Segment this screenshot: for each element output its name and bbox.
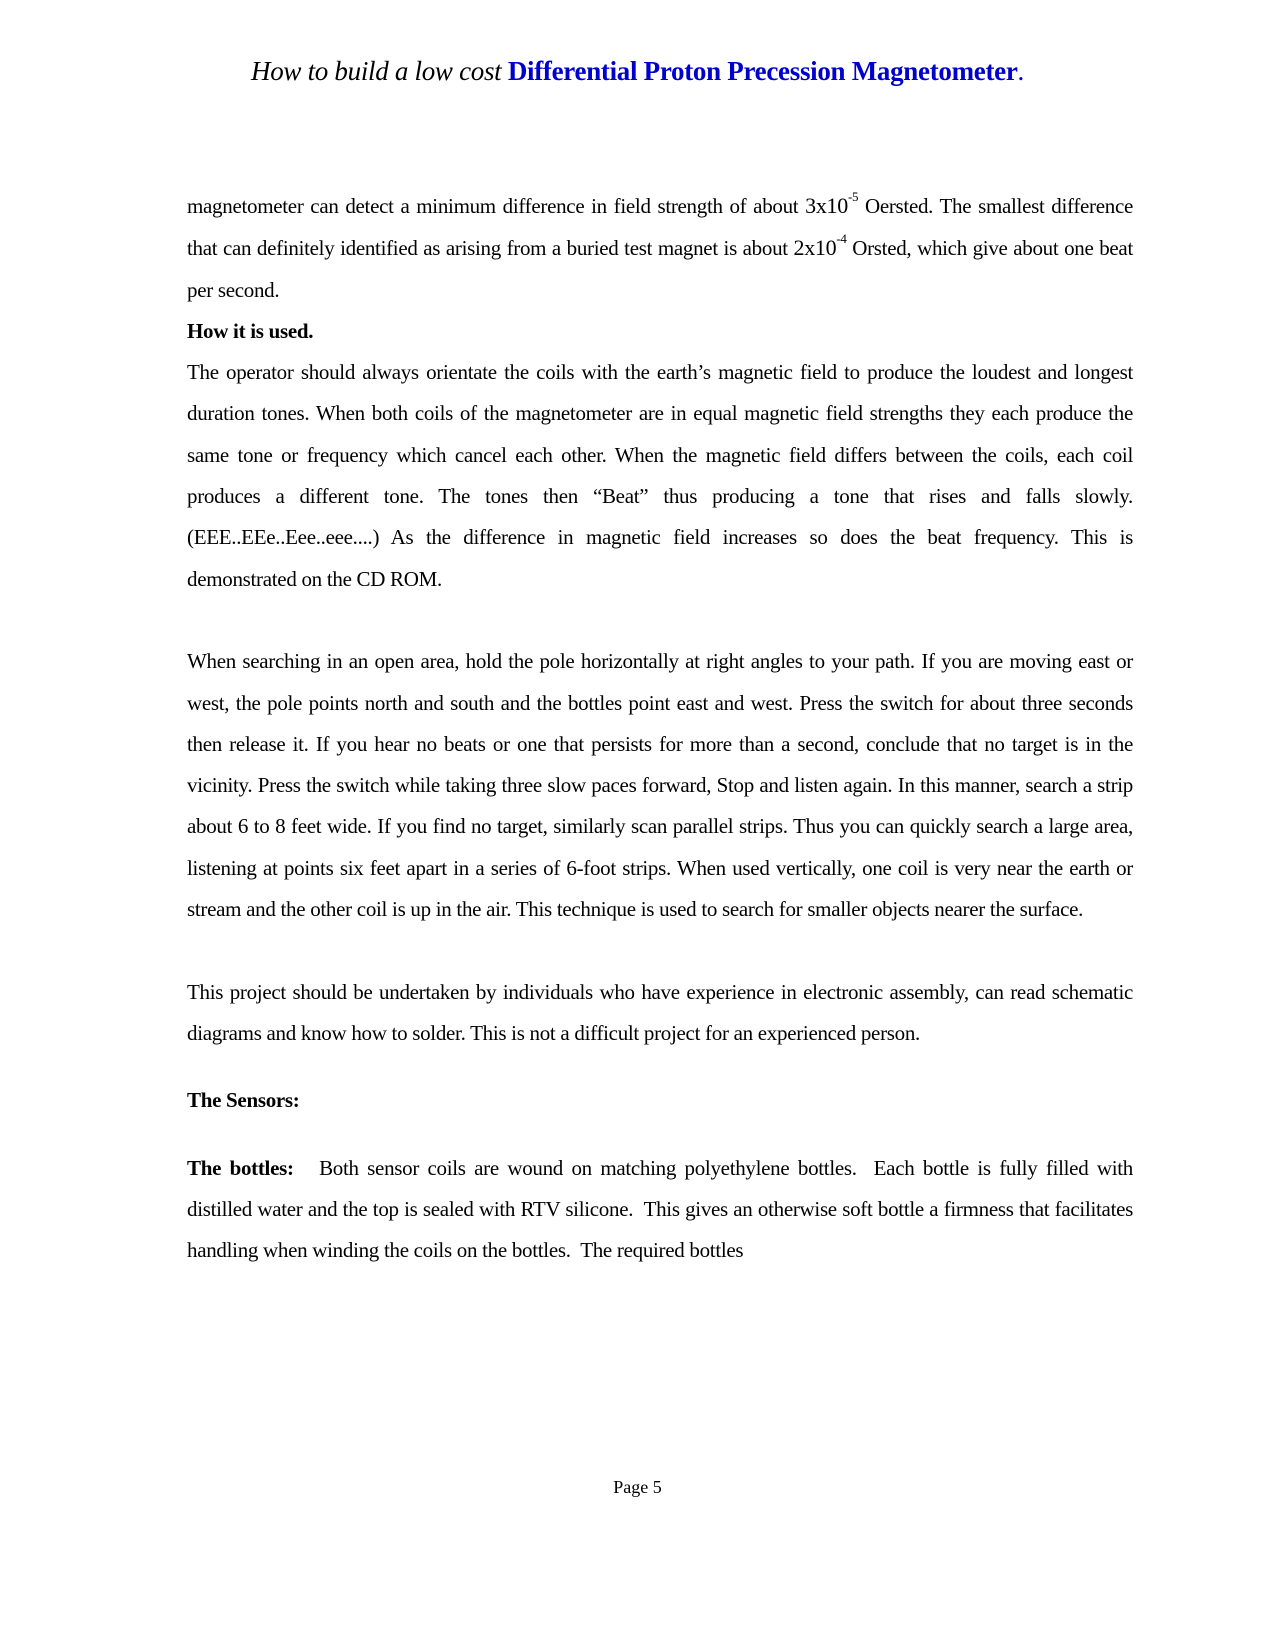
sensitivity-text-a: magnetometer can detect a minimum difference in field strength of about xyxy=(187,194,806,218)
sensitivity-text-c: Orsted, which give about one beat per second. xyxy=(187,236,1133,302)
spacer xyxy=(187,1054,1133,1080)
target-difference-value: 2x10 xyxy=(793,235,837,261)
spacer xyxy=(187,600,1133,641)
heading-how-it-is-used: How it is used. xyxy=(187,318,314,343)
paragraph-sensitivity xyxy=(187,185,1133,311)
page-number: Page 5 xyxy=(613,1477,662,1497)
header-lead: How to build a low cost xyxy=(251,56,502,86)
bottles-label: The bottles: xyxy=(187,1155,294,1180)
spacer xyxy=(187,930,1133,971)
paragraph-operation: The operator should always orientate the coils with the earth’s magnetic field to produce the loudest and longest duration tones. When both coils of the magnetometer are in equal magnetic field strengths they each produce the same tone or frequency which cancel each other. When the magnetic field differs between the coils, each coil produces a different tone. The tones then “Beat” thus producing a tone that rises and falls slowly. (EEE..EEe..Eee..eee....) As the difference in magnetic field increases so does the beat frequency. This is demonstrated on the CD ROM. xyxy=(187,360,1133,591)
spacer xyxy=(187,1122,1133,1148)
sensitivity-text-b: Oersted. The smallest difference that can definitely identified as arising from a buried test magnet is about xyxy=(187,194,1134,261)
min-difference-value: 3x10 xyxy=(805,193,848,218)
bottles-text: Both sensor coils are wound on matching polyethylene bottles. Each bottle is fully filled with distilled water and the top is sealed with RTV silicone. This gives an otherwise soft bottle a firmness that facilitates handling when winding the coils on the bottles. The required bottles xyxy=(187,1155,1138,1263)
paragraph-experience: This project should be undertaken by individuals who have experience in electronic assembly, can read schematic diagrams and know how to solder. This is not a difficult project for an experienced person. xyxy=(187,979,1133,1045)
page-body xyxy=(187,185,1138,1271)
target-difference-exponent: -4 xyxy=(836,231,847,247)
heading-the-sensors: The Sensors: xyxy=(187,1088,300,1113)
header-title: Differential Proton Precession Magnetometer xyxy=(507,56,1018,86)
min-difference-exponent: -5 xyxy=(847,189,859,204)
header-period: . xyxy=(1017,56,1024,86)
paragraph-searching: When searching in an open area, hold the pole horizontally at right angles to your path. If you are moving east or west, the pole points north and south and the bottles point east and west. Press the switch for about three seconds then release it. If you hear no beats or one that persists for more than a second, conclude that no target is in the vicinity. Press the switch while taking three slow paces forward, Stop and listen again. In this manner, search a strip about 6 to 8 feet wide. If you find no target, similarly scan parallel strips. Thus you can quickly search a large area, listening at points six feet apart in a series of 6-foot strips. When used vertically, one coil is very near the earth or stream and the other coil is up in the air. This technique is used to search for smaller objects nearer the surface. xyxy=(187,649,1133,922)
paragraph-bottles xyxy=(187,1148,1138,1272)
running-header xyxy=(0,56,1275,87)
